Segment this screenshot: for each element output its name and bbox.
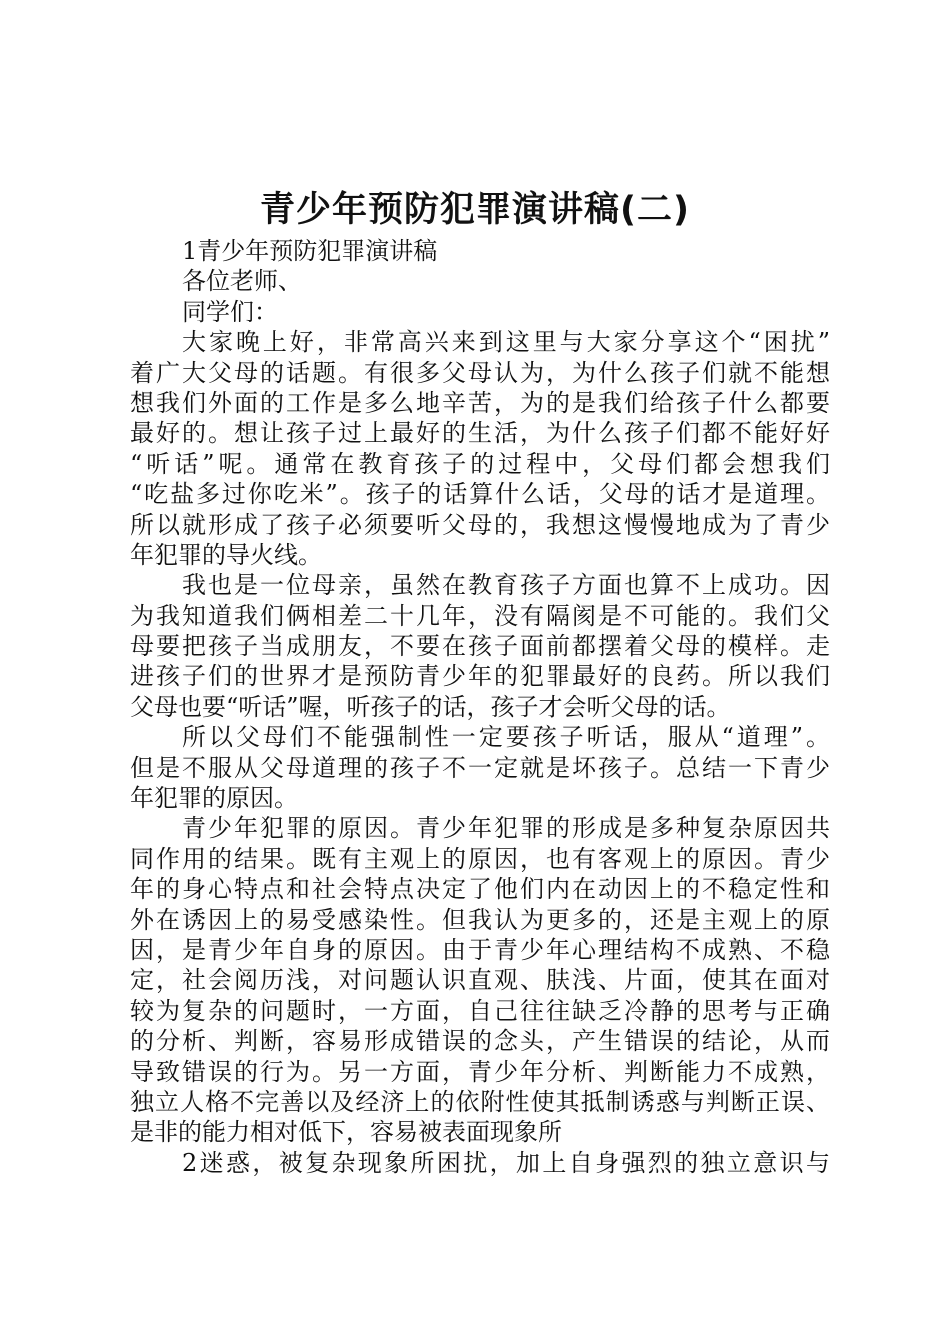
- text-line: 所以就形成了孩子必须要听父母的，我想这慢慢地成为了青少: [130, 510, 830, 539]
- text-line: 年犯罪的原因。: [130, 784, 298, 813]
- text-line: 较为复杂的问题时，一方面，自己往往缺乏冷静的思考与正确: [130, 996, 830, 1025]
- text-line: 想我们外面的工作是多么地辛苦，为的是我们给孩子什么都要: [130, 388, 830, 417]
- text-line: 年的身心特点和社会特点决定了他们内在动因上的不稳定性和: [130, 875, 830, 904]
- text-line: “听话”呢。通常在教育孩子的过程中，父母们都会想我们: [130, 449, 830, 478]
- text-line: 父母也要“听话”喔，听孩子的话，孩子才会听父母的话。: [130, 692, 731, 721]
- document-title: 青少年预防犯罪演讲稿(二): [260, 190, 690, 230]
- text-line: 导致错误的行为。另一方面，青少年分析、判断能力不成熟，: [130, 1057, 830, 1086]
- text-line: 外在诱因上的易受感染性。但我认为更多的，还是主观上的原: [130, 905, 830, 934]
- text-line: 因，是青少年自身的原因。由于青少年心理结构不成熟、不稳: [130, 935, 830, 964]
- text-line: 进孩子们的世界才是预防青少年的犯罪最好的良药。所以我们: [130, 662, 830, 691]
- text-line: 年犯罪的导火线。: [130, 540, 322, 569]
- text-line: 定，社会阅历浅，对问题认识直观、肤浅、片面，使其在面对: [130, 966, 830, 995]
- text-line: 各位老师、: [182, 267, 302, 296]
- text-line: 同作用的结果。既有主观上的原因，也有客观上的原因。青少: [130, 844, 830, 873]
- text-line: 所以父母们不能强制性一定要孩子听话，服从“道理”。: [182, 723, 830, 752]
- text-line: 2迷惑，被复杂现象所困扰，加上自身强烈的独立意识与: [182, 1148, 830, 1177]
- text-line: 为我知道我们俩相差二十几年，没有隔阂是不可能的。我们父: [130, 601, 830, 630]
- text-line: 独立人格不完善以及经济上的依附性使其抵制诱惑与判断正误、: [130, 1087, 830, 1116]
- text-line: 我也是一位母亲，虽然在教育孩子方面也算不上成功。因: [182, 571, 830, 600]
- text-line: 着广大父母的话题。有很多父母认为，为什么孩子们就不能想: [130, 358, 830, 387]
- text-line: 是非的能力相对低下，容易被表面现象所: [130, 1118, 562, 1147]
- text-line: 同学们：: [182, 297, 278, 326]
- text-line: 青少年犯罪的原因。青少年犯罪的形成是多种复杂原因共: [182, 814, 830, 843]
- text-line: 母要把孩子当成朋友，不要在孩子面前都摆着父母的模样。走: [130, 632, 830, 661]
- text-line: “吃盐多过你吃米”。孩子的话算什么话，父母的话才是道理。: [130, 480, 830, 509]
- document-body: [130, 236, 830, 1178]
- text-line: 1青少年预防犯罪演讲稿: [182, 237, 438, 265]
- text-line: 的分析、判断，容易形成错误的念头，产生错误的结论，从而: [130, 1027, 830, 1056]
- text-line: 但是不服从父母道理的孩子不一定就是坏孩子。总结一下青少: [130, 753, 830, 782]
- text-line: 最好的。想让孩子过上最好的生活，为什么孩子们都不能好好: [130, 419, 830, 448]
- text-line: 大家晚上好，非常高兴来到这里与大家分享这个“困扰”: [182, 328, 830, 357]
